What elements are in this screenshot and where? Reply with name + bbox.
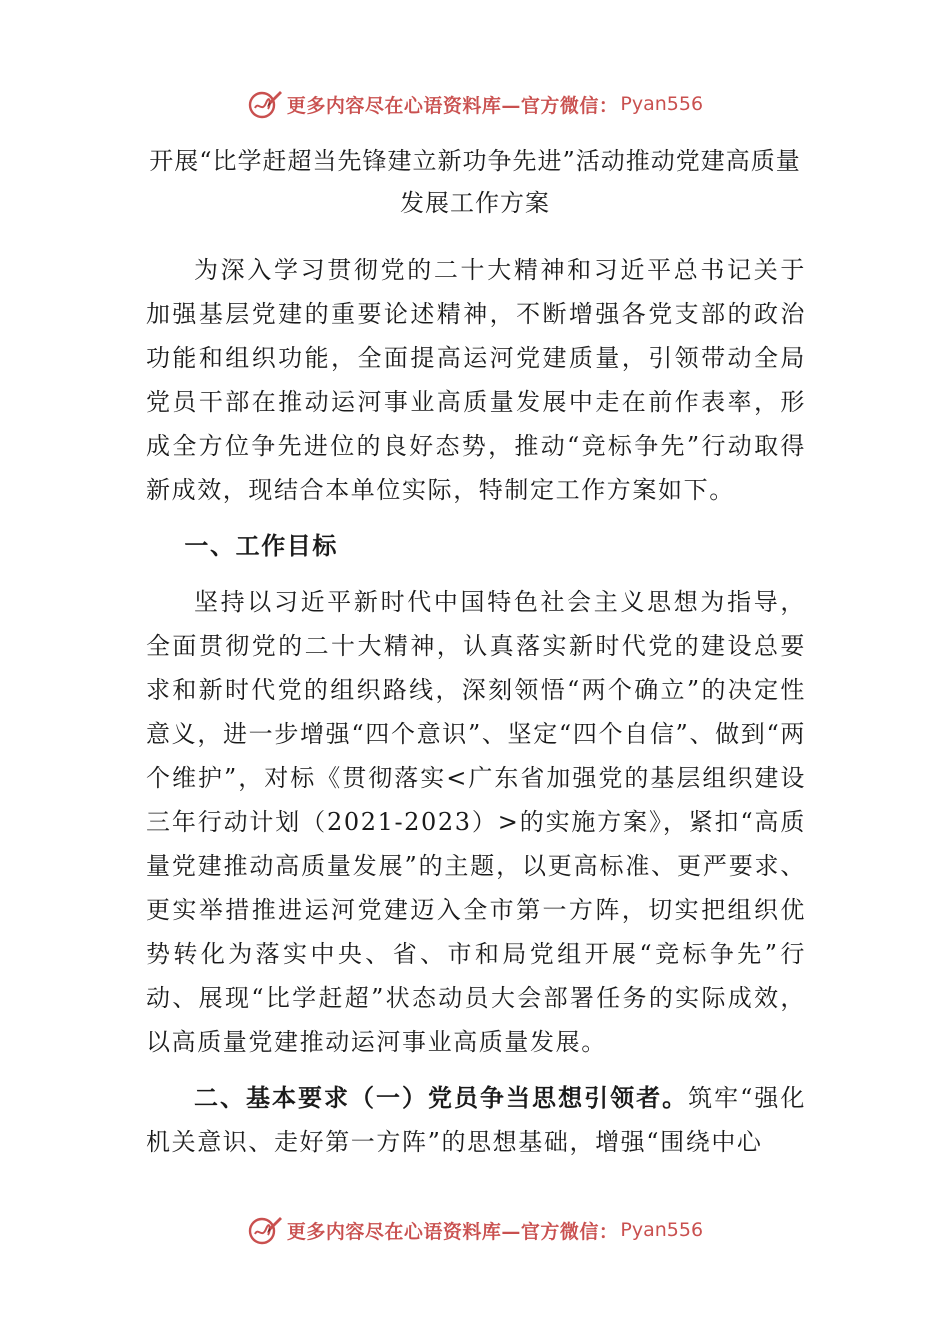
section-heading-goals: 一、工作目标 — [184, 532, 338, 560]
goals-paragraph: 坚持以习近平新时代中国特色社会主义思想为指导，全面贯彻党的二十大精神，认真落实新时代党的建设总要求和新时代党的组织路线，深刻领悟“两个确立”的决定性意义，进一步增强“四个意识”、坚定“四个自信”、做到“两个维护”，对标《贯彻落实<广东省加强党的基层组织建设三年行动计划（2021-2023）>的实施方案》，紧扣“高质量党建推动高质量发展”的主题，以更高标准、更严要求、更实举措推进运河党建迈入全市第一方阵，切实把组织优势转化为落实中央、省、市和局党组开展“竞标争先”行动、展现“比学赶超”状态动员大会部署任务的实际成效，以高质量党建推动运河事业高质量发展。 — [146, 588, 806, 1056]
watermark-top — [0, 84, 950, 124]
watermark-bottom — [0, 1210, 950, 1250]
requirements-text: 筑牢“强化机关意识、走好第一方阵”的思想基础，增强“围绕中心 — [146, 1084, 806, 1156]
watermark-wechat-id: Pyan556 — [620, 1219, 704, 1241]
section-heading-requirements: 二、基本要求（一）党员争当思想引领者。 — [194, 1084, 689, 1112]
document-title: 开展“比学赶超当先锋建立新功争先进”活动推动党建高质量发展工作方案 — [149, 147, 801, 217]
watermark-wechat-id: Pyan556 — [620, 93, 704, 115]
watermark-text: 更多内容尽在心语资料库—官方微信： — [286, 94, 619, 117]
pen-signature-icon — [247, 86, 283, 122]
requirements-paragraph — [146, 1076, 806, 1164]
watermark-text: 更多内容尽在心语资料库—官方微信： — [286, 1220, 619, 1243]
intro-paragraph: 为深入学习贯彻党的二十大精神和习近平总书记关于加强基层党建的重要论述精神，不断增强各党支部的政治功能和组织功能，全面提高运河党建质量，引领带动全局党员干部在推动运河事业高质量发展中走在前作表率，形成全方位争先进位的良好态势，推动“竞标争先”行动取得新成效，现结合本单位实际，特制定工作方案如下。 — [146, 256, 806, 504]
document-body — [146, 248, 806, 1164]
pen-signature-icon — [247, 1212, 283, 1248]
